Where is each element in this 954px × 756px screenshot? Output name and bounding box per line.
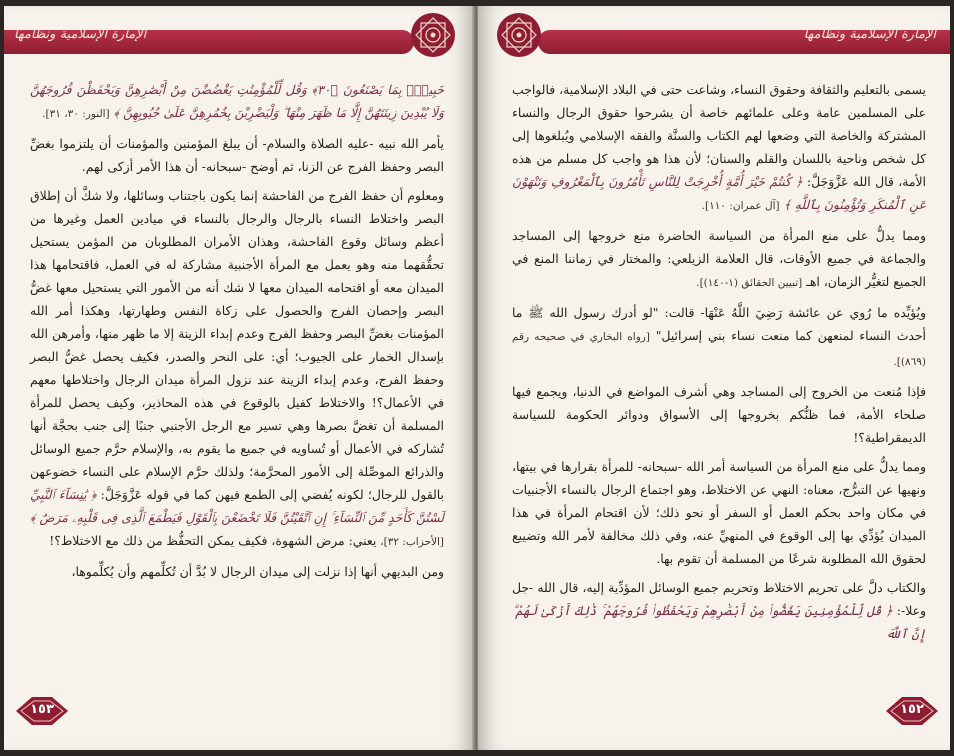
paragraph-text: ومما يدلُّ على منع المرأة من السياسة الحاضرة منع خروجها إلى المساجد والجماعة في جميع الأوقات، قال العلامة الزيلعي: والمختار في زماننا المنع في الجميع لتغيُّر الزمان، اهـ [512,228,926,289]
quran-verse: ﴿ كُنتُمْ خَيْرَ أُمَّةٍ أُخْرِجَتْ لِلنَّاسِ تَأْمُرُونَ بِٱلْمَعْرُوفِ وَتَنْهَوْنَ عَنِ ٱلْمُنكَرِ وَتُؤْمِنُونَ بِٱللَّهِ ﴾ [512,174,926,212]
verse-reference: [النور: ٣٠، ٣١]. [42,108,110,120]
verse-reference: [آل عمران: ١١٠]. [701,200,780,212]
page-number: ١٥٣ [30,702,54,717]
left-header [4,16,414,52]
paragraph [512,78,926,218]
paragraph: فإذا مُنعت من الخروج إلى المساجد وهي أشرف المواضع في الدنيا، ويجمع فيها صلحاء الأمة، فما ظنُّكم بخروجها إلى الأسواق ودوائر الحكومة للسياسة الديمقراطية؟! [512,384,926,445]
quran-verse: ﴿ يَٰنِسَآءَ ٱلنَّبِيِّ لَسْتُنَّ كَأَحَدٍ مِّنَ ٱلنِّسَآءِ ۚ إِنِ ٱتَّقَيْتُنَّ فَلَا تَخْضَعْنَ بِٱلْقَوْلِ فَيَطْمَعَ ٱلَّذِى فِى قَلْبِهِۦ مَرَضٌ ﴾ [30,487,444,525]
left-body-text [30,78,444,589]
paragraph [30,78,444,126]
right-body-text [512,78,926,651]
citation: [رواه البخاري في صحيحه رقم (٨٦٩)]. [512,331,926,368]
paragraph: ومما يدلُّ على منع المرأة من السياسة أمر الله -سبحانه- للمرأة بقرارها في بيتها، ونهيها عن التبرُّج، معناه: النهي عن الاختلاط، وهو اجتماع الرجال بالنساء الأجنبيات في مكان واحد بحكم العمل أو السفر أو نحو ذلك؛ لأن اقتحام المرأة في هذا الميدان يُؤدِّي بها إلى الوقوع في المنهيِّ عنه، وفي ذلك مخالفة لأمر الله وتضييع لحقوق الله المطلوبة شرعًا من المسلمة أن تقوم بها. [512,459,926,566]
right-header [538,16,950,52]
paragraph [512,224,926,295]
paragraph [512,576,926,645]
paragraph-text: والكتاب دلَّ على تحريم الاختلاط وتحريم جميع الوسائل المؤدِّية إليه، قال الله -جل وعلا-: [512,580,926,618]
citation: [تبيين الحقائق (١-١٤٠)]. [696,277,803,289]
paragraph-text: يعني: مرض الشهوة، فكيف يمكن التحفُّظ من ذلك مع الاختلاط؟! [49,533,377,548]
header-title: الإمارة الإسلامية ونظامها [803,26,936,42]
quran-verse: خَبِيرٌۢ بِمَا يَصْنَعُونَ ﴿٣٠﴾ وَقُل لِّلْمُؤْمِنَٰتِ يَغْضُضْنَ مِنْ أَبْصَٰرِهِنَّ وَيَحْفَظْنَ فُرُوجَهُنَّ وَلَا يُبْدِينَ زِينَتَهُنَّ إِلَّا مَا ظَهَرَ مِنْهَا ۖ وَلْيَضْرِبْنَ بِخُمُرِهِنَّ عَلَىٰ جُيُوبِهِنَّ ﴾ [30,82,444,120]
paragraph: ومن البديهي أنها إذا نزلت إلى ميدان الرجال لا بُدَّ أن تُكلِّمهم وأن يُكلِّموها، [71,564,444,579]
right-page [478,6,950,750]
paragraph [30,184,444,554]
paragraph: يأمر الله نبيه -عليه الصلاة والسلام- أن يبلغ المؤمنين والمؤمنات أن يلتزموا بغضِّ البصر وحفظ الفرج عن الزنا، ثم أوضح -سبحانه- أن هذا الأمر أزكى لهم. [30,136,444,174]
rosette-emblem-icon [410,12,456,58]
verse-reference: [الأحزاب: ٣٢]، [380,536,444,548]
paragraph-text: ومعلوم أن حفظ الفرج من الفاحشة إنما يكون باجتناب وسائلها، ولا شكَّ أن إطلاق البصر واختلاط النساء بالرجال والرجال بالنساء في ميادين العمل وغيرها من أعظم وسائل وقوع الفاحشة، وهذان الأمران المطلوبان من المؤمن يستحيل تحقُّقهما منه وهو يعمل مع المرأة الأجنبية مشاركة له في العمل، فاقتحامها هذا الميدان معه أو اقتحامه الميدان معها لا شك أنه من الأمور التي يستحيل معها غضُّ البصر وإحصان الفرج والحصول على زكاة النفس وطهارتها، وهكذا أمر الله المؤمنات بغضِّ البصر وحفظ الفرج وعدم إبداء الزينة إلا ما ظهر منها، وأمرهن الله بإسدال الخمار على الجيوب؛ أي: على النحر والصدر، فكيف يحصل غضُّ البصر وحفظ الفرج، وعدم إبداء الزينة عند نزول المرأة ميدان الرجال واختلاطها معهم في الأعمال؟! والاختلاط كفيل بالوقوع في هذه المحاذير، وكيف يحصل للمرأة المسلمة أن تغضَّ بصرها وهي تسير مع الرجل الأجنبي جنبًا إلى جنب بحجَّة أنها تُشاركه في الأعمال أو تُساويه في جميع ما يقوم به، والإسلام حرَّم جميع الوسائل والذرائع الموصِّلة إلى الأمور المحرَّمة؛ ولذلك حرَّم الإسلام على النساء خضوعهن بالقول للرجال؛ لكونه يُفضي إلى الطمع فيهن كما في قوله عَزَّوَجَلَّ: [30,188,444,502]
rosette-emblem-icon [496,12,542,58]
page-number-badge [882,694,942,728]
header-title: الإمارة الإسلامية ونظامها [14,26,147,42]
page-number: ١٥٢ [900,702,924,717]
left-page [4,6,474,750]
paragraph-text: يسمى بالتعليم والثقافة وحقوق النساء، وشاعت حتى في البلاد الإسلامية، فالواجب على المسلمين عامة وعلى علمائهم خاصة أن يشرحوا حقوق الرجال والنساء المشتركة والخاصة التي وضعها لهم الكتاب والسنَّة والفقه الإسلامي ويُبلغوها إلى كل شخص وناحية باللسان والقلم والسنان؛ لأن هذا هو واجب كل مسلم من هذه الأمة، قال الله عَزَّوَجَلَّ: [512,82,926,189]
paragraph [512,301,926,374]
quran-verse: ﴿ قُل لِّلْمُؤْمِنِينَ يَغُضُّوا۟ مِنْ أَبْصَٰرِهِمْ وَيَحْفَظُوا۟ فُرُوجَهُمْ ۚ ذَٰلِكَ أَزْكَىٰ لَهُمْ ۗ إِنَّ ٱللَّهَ [512,603,926,641]
page-number-badge [12,694,72,728]
paragraph-text: ويُؤيِّده ما رُوي عن عائشة رَضِيَ اللَّهُ عَنْهَا- قالت: "لو أدرك رسول الله ﷺ ما أحدث النساء لمنعهن كما منعت نساء بني إسرائيل" [512,305,926,343]
